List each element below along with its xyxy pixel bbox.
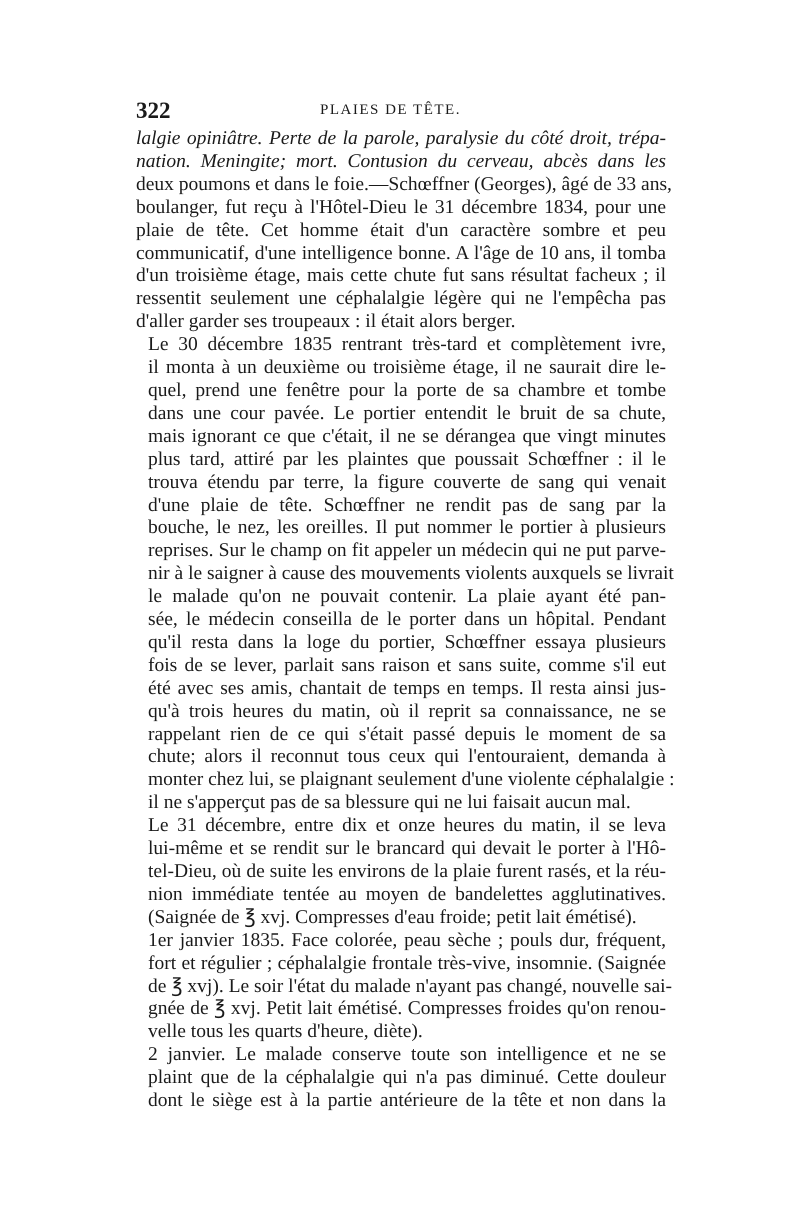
text-line: tel-Dieu, où de suite les environs de la plaie furent rasés, et la réu- — [148, 861, 666, 882]
text-line: d'un troisième étage, mais cette chute fut sans résultat facheux ; il — [136, 265, 666, 287]
text-line: dont le siège est à la partie antérieure de la tête et non dans la — [148, 1090, 666, 1112]
text-line: sée, le médecin conseilla de le porter dans un hôpital. Pendant — [148, 609, 666, 631]
text-line: rappelant rien de ce qui s'était passé depuis le moment de sa — [148, 723, 666, 745]
text-line: deux poumons et dans le foie.—Schœffner (Georges), âgé de 33 ans, — [136, 173, 672, 195]
paragraph — [136, 929, 673, 1045]
text-line: velle tous les quarts d'heure, diète). — [148, 1021, 423, 1043]
text-line: mais ignorant ce que c'était, il ne se dérangea que vingt minutes — [148, 425, 666, 447]
text-line: été avec ses amis, chantait de temps en temps. Il resta ainsi jus- — [148, 677, 666, 699]
text-line: nion immédiate tentée au moyen de bandelettes agglutinatives. — [148, 883, 666, 905]
text-line: (Saignée de ℥ xvj. Compresses d'eau froide; petit lait émétisé). — [148, 906, 637, 928]
paragraph — [136, 128, 672, 334]
text-line: reprises. Sur le champ on fit appeler un médecin qui ne put parve- — [148, 540, 666, 562]
text-line: Le 30 décembre 1835 rentrant très-tard et complètement ivre, — [148, 334, 666, 356]
text-line: Le 31 décembre, entre dix et onze heures du matin, il se leva — [148, 815, 666, 837]
text-line: fois de se lever, parlait sans raison et sans suite, comme s'il eut — [148, 654, 666, 676]
text-line: boulanger, fut reçu à l'Hôtel-Dieu le 31 décembre 1834, pour une — [136, 196, 666, 218]
text-line: le malade qu'on ne pouvait contenir. La plaie ayant été pan- — [148, 586, 666, 608]
page-number: 322 — [136, 98, 171, 123]
text-line: monter chez lui, se plaignant seulement d'une violente céphalalgie : — [148, 769, 675, 791]
text-line: nation. Meningite; mort. Contusion du cerveau, abcès dans les — [136, 150, 666, 172]
text-line: plaie de tête. Cet homme était d'un caractère sombre et peu — [136, 219, 666, 241]
text-line: 1er janvier 1835. Face colorée, peau sèche ; pouls dur, fréquent, — [148, 929, 666, 951]
page-header — [136, 98, 666, 128]
running-title: PLAIES DE TÊTE. — [320, 102, 461, 118]
text-line: fort et régulier ; céphalalgie frontale très-vive, insomnie. (Saignée — [148, 952, 666, 974]
text-line: gnée de ℥ xvj. Petit lait émétisé. Compresses froides qu'on renou- — [148, 998, 666, 1020]
text-line: il monta à un deuxième ou troisième étage, il ne saurait dire le- — [148, 357, 666, 379]
text-line: plaint que de la céphalalgie qui n'a pas diminué. Cette douleur — [148, 1067, 666, 1089]
text-line: de ℥ xvj). Le soir l'état du malade n'ayant pas changé, nouvelle sai- — [148, 975, 673, 997]
body-text — [136, 128, 675, 1113]
text-line: ressentit seulement une céphalalgie légère qui ne l'empêcha pas — [136, 288, 666, 310]
text-line: il ne s'apperçut pas de sa blessure qui ne lui faisait aucun mal. — [148, 792, 631, 814]
paragraph — [136, 815, 666, 930]
text-line: lalgie opiniâtre. Perte de la parole, paralysie du côté droit, trépa- — [136, 128, 666, 149]
text-line: trouva étendu par terre, la figure couverte de sang qui venait — [148, 471, 666, 493]
text-line: plus tard, attiré par les plaintes que poussait Schœffner : il le — [148, 448, 666, 470]
text-line: chute; alors il reconnut tous ceux qui l'entouraient, demanda à — [148, 746, 666, 768]
paragraph — [136, 334, 675, 815]
text-line: 2 janvier. Le malade conserve toute son intelligence et ne se — [148, 1044, 666, 1066]
text-line: d'une plaie de tête. Schœffner ne rendit pas de sang par la — [148, 494, 666, 516]
text-line: qu'il resta dans la loge du portier, Schœffner essaya plusieurs — [148, 631, 666, 653]
text-line: d'aller garder ses troupeaux : il était alors berger. — [136, 311, 516, 333]
text-line: lui-même et se rendit sur le brancard qui devait le porter à l'Hô- — [148, 838, 666, 860]
text-line: nir à le saigner à cause des mouvements violents auxquels se livrait — [148, 563, 674, 585]
text-line: dans une cour pavée. Le portier entendit le bruit de sa chute, — [148, 402, 666, 424]
paragraph — [136, 1044, 666, 1113]
text-line: bouche, le nez, les oreilles. Il put nommer le portier à plusieurs — [148, 517, 666, 539]
text-line: quel, prend une fenêtre pour la porte de sa chambre et tombe — [148, 379, 666, 401]
text-line: communicatif, d'une intelligence bonne. A l'âge de 10 ans, il tomba — [136, 242, 666, 264]
text-line: qu'à trois heures du matin, où il reprit sa connaissance, ne se — [148, 700, 666, 722]
